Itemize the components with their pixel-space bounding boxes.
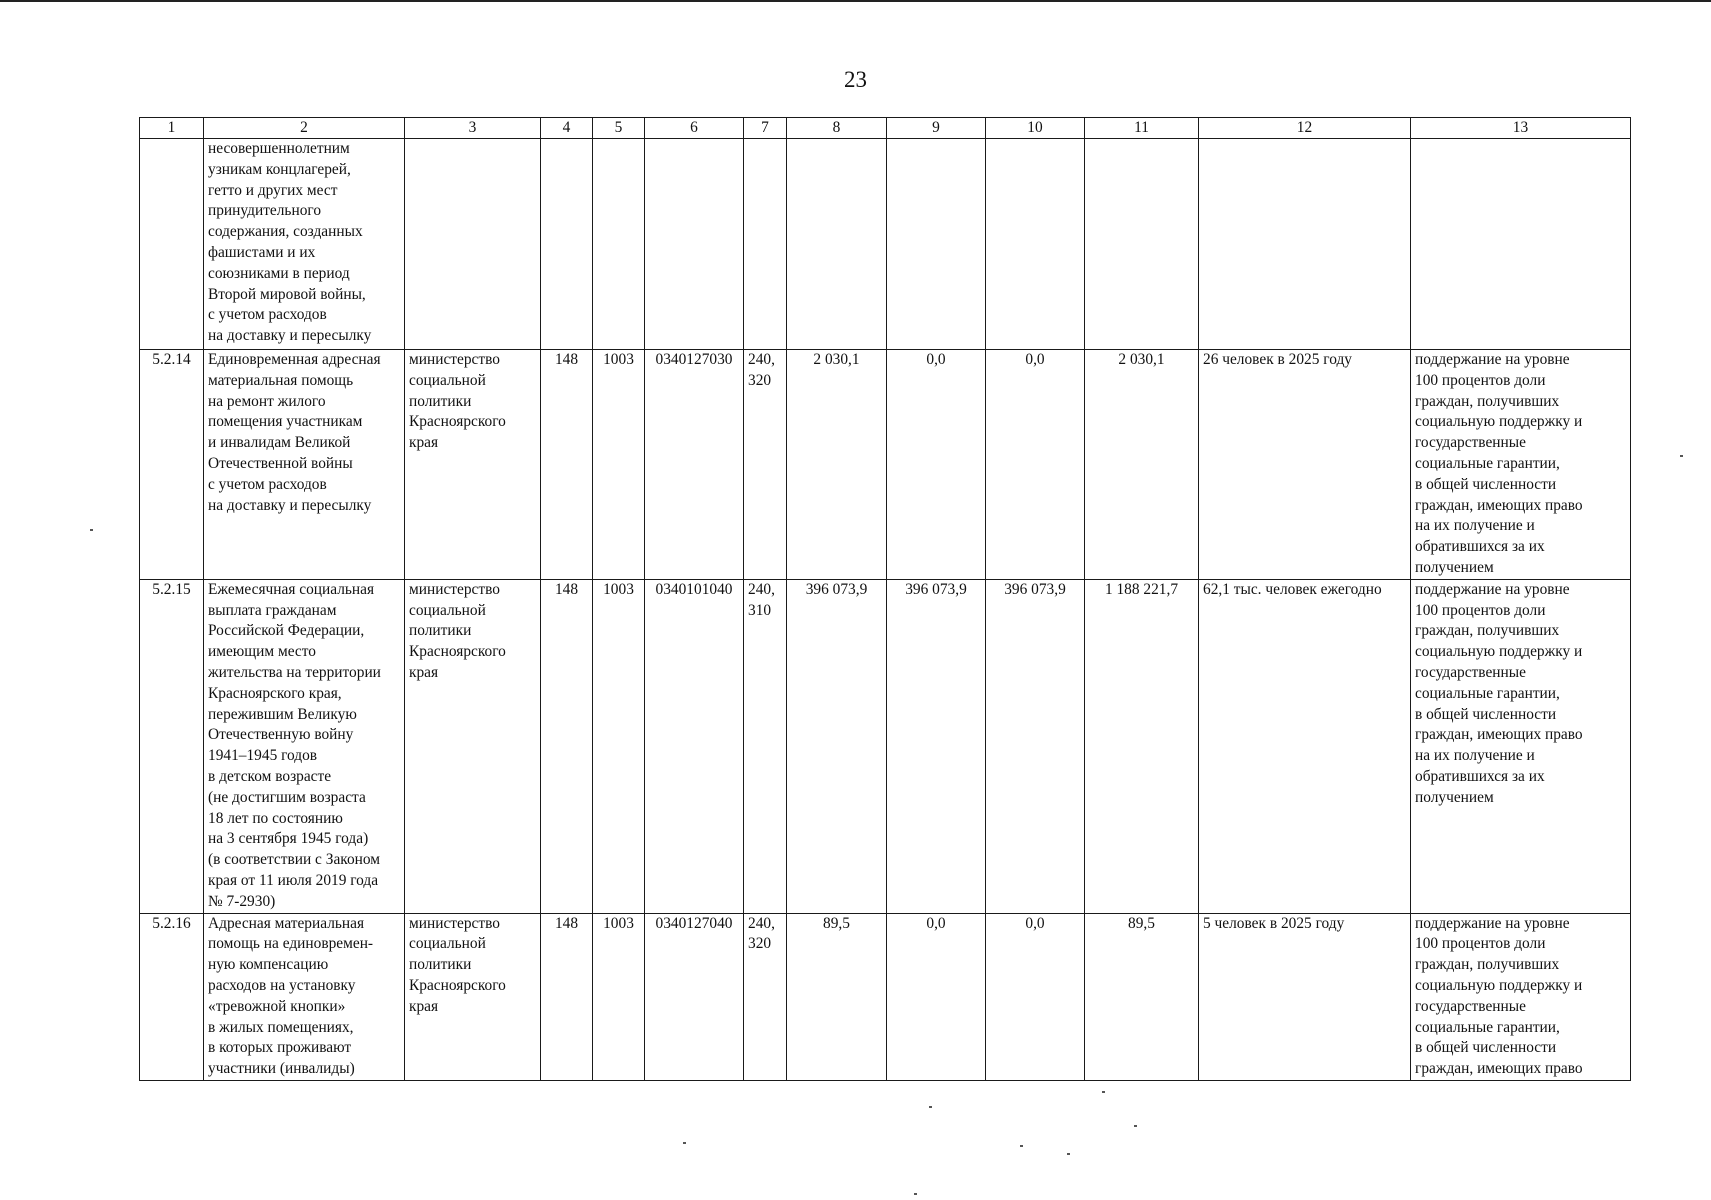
row-number [140,139,204,350]
column-header: 11 [1085,118,1199,139]
column-header: 12 [1199,118,1411,139]
amount-2027: 0,0 [986,913,1085,1080]
measure-name: Единовременная адресная материальная помощь на ремонт жилого помещения участникам и инвалидам Великой Отечественной войны с учетом расходов на доставку и пересылку [204,350,405,580]
amount-2025 [787,139,887,350]
scan-top-edge [0,0,1711,2]
expected-result: 26 человек в 2025 году [1199,350,1411,580]
amount-total: 89,5 [1085,913,1199,1080]
amount-2026: 396 073,9 [887,579,986,913]
table-row-5-2-14 [140,350,1631,580]
column-header: 8 [787,118,887,139]
section-code: 1003 [593,913,645,1080]
table-row-5-2-15 [140,579,1631,913]
grbs-code: 148 [541,350,593,580]
column-number-row [140,118,1631,139]
measure-name: Адресная материальная помощь на единовремен- ную компенсацию расходов на установку «тревожной кнопки» в жилых помещениях, в которых проживают участники (инвалиды) [204,913,405,1080]
row-number: 5.2.15 [140,579,204,913]
column-header: 10 [986,118,1085,139]
amount-total: 1 188 221,7 [1085,579,1199,913]
table-row-continuation [140,139,1631,350]
row-number: 5.2.16 [140,913,204,1080]
responsible-ministry: министерство социальной политики Красноярского края [405,579,541,913]
section-code [593,139,645,350]
program-measures-table [139,117,1631,1081]
section-code: 1003 [593,579,645,913]
scan-speck [90,529,93,531]
grbs-code: 148 [541,579,593,913]
grbs-code: 148 [541,913,593,1080]
responsible-ministry: министерство социальной политики Красноярского края [405,350,541,580]
indicator-text: поддержание на уровне 100 процентов доли граждан, получивших социальную поддержку и государственные социальные гарантии, в общей численности граждан, имеющих право [1411,913,1631,1080]
scan-speck [1020,1145,1023,1147]
section-code: 1003 [593,350,645,580]
responsible-ministry: министерство социальной политики Красноярского края [405,913,541,1080]
amount-2026 [887,139,986,350]
amount-2025: 2 030,1 [787,350,887,580]
scan-speck [914,1193,917,1195]
expected-result: 5 человек в 2025 году [1199,913,1411,1080]
amount-2027: 0,0 [986,350,1085,580]
amount-total [1085,139,1199,350]
measure-name: несовершеннолетним узникам концлагерей, гетто и других мест принудительного содержания, созданных фашистами и их союзниками в период Второй мировой войны, с учетом расходов на доставку и пересылку [204,139,405,350]
measure-name: Ежемесячная социальная выплата гражданам Российской Федерации, имеющим место жительства на территории Красноярского края, пережившим Великую Отечественную войну 1941–1945 годов в детском возрасте (не достигшим возраста 18 лет по состоянию на 3 сентября 1945 года) (в соответствии с Законом края от 11 июля 2019 года № 7-2930) [204,579,405,913]
amount-total: 2 030,1 [1085,350,1199,580]
target-item-code: 0340127030 [645,350,744,580]
table-row-5-2-16 [140,913,1631,1080]
expense-type-code: 240, 320 [744,350,787,580]
scan-speck [683,1142,686,1144]
scan-speck [929,1106,932,1108]
grbs-code [541,139,593,350]
amount-2027: 396 073,9 [986,579,1085,913]
target-item-code [645,139,744,350]
column-header: 1 [140,118,204,139]
column-header: 4 [541,118,593,139]
amount-2025: 396 073,9 [787,579,887,913]
indicator-text [1411,139,1631,350]
column-header: 3 [405,118,541,139]
amount-2027 [986,139,1085,350]
column-header: 6 [645,118,744,139]
row-number: 5.2.14 [140,350,204,580]
expense-type-code: 240, 320 [744,913,787,1080]
scan-speck [1102,1091,1105,1093]
target-item-code: 0340101040 [645,579,744,913]
expense-type-code [744,139,787,350]
scan-speck [1067,1153,1070,1155]
expense-type-code: 240, 310 [744,579,787,913]
amount-2025: 89,5 [787,913,887,1080]
amount-2026: 0,0 [887,350,986,580]
indicator-text: поддержание на уровне 100 процентов доли граждан, получивших социальную поддержку и государственные социальные гарантии, в общей численности граждан, имеющих право на их получение и обратившихся за их получением [1411,579,1631,913]
column-header: 2 [204,118,405,139]
scan-speck [1680,455,1683,457]
column-header: 5 [593,118,645,139]
page-number: 23 [844,67,867,92]
amount-2026: 0,0 [887,913,986,1080]
indicator-text: поддержание на уровне 100 процентов доли граждан, получивших социальную поддержку и государственные социальные гарантии, в общей численности граждан, имеющих право на их получение и обратившихся за их получением [1411,350,1631,580]
column-header: 9 [887,118,986,139]
expected-result [1199,139,1411,350]
scan-speck [1134,1125,1137,1127]
responsible-ministry [405,139,541,350]
target-item-code: 0340127040 [645,913,744,1080]
column-header: 13 [1411,118,1631,139]
column-header: 7 [744,118,787,139]
expected-result: 62,1 тыс. человек ежегодно [1199,579,1411,913]
